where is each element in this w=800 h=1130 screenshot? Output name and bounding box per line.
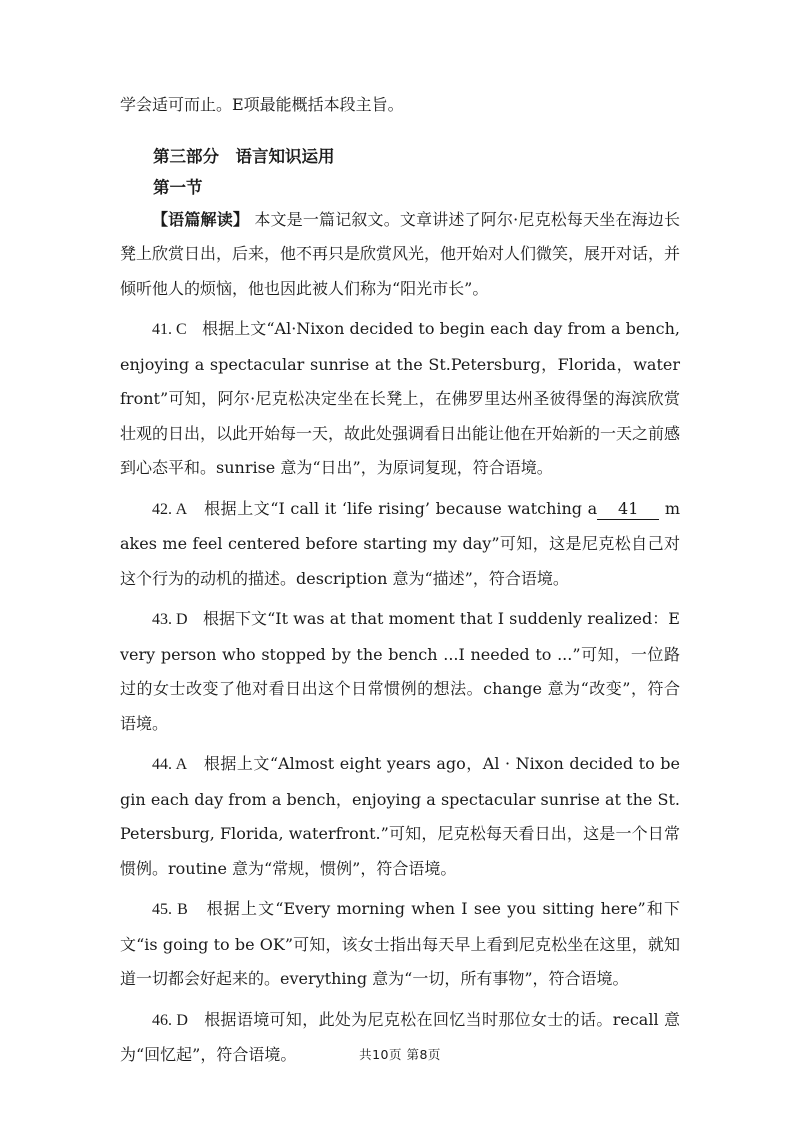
answer-number: 45. B: [152, 901, 188, 918]
answer-explanation: 根据上文“Every morning when I see you sitting here”和下文“is going to be OK”可知，该女士指出每天早上看到尼克松坐在这里，就知道一切都会好起来的。everything 意为“一切，所有事物”，符合语境。: [120, 899, 680, 988]
reading-label: 【语篇解读】: [152, 209, 250, 229]
continuation-text: 学会适可而止。E项最能概括本段主旨。: [120, 95, 404, 114]
answer-number: 43. D: [152, 611, 188, 628]
page-footer: 共10页 第8页: [359, 1047, 441, 1062]
answer-explanation-before: 根据上文“I call it ‘life rising’ because watching a: [204, 498, 598, 518]
subsection-title: 第一节: [153, 177, 203, 197]
answer-explanation: 根据语境可知，此处为尼克松在回忆当时那位女士的话。recall 意为“回忆起”，符合语境。: [120, 1009, 680, 1064]
answer-number: 46. D: [152, 1011, 188, 1029]
answer-explanation: 根据下文“It was at that moment that I suddenly realized：Every person who stopped by the bench ...I needed to ...”可知，一位路过的女士改变了他对看日出这个日常惯例的想法。change 意为“改变”，符合语境。: [120, 609, 680, 733]
answer-number: 41. C: [152, 321, 187, 338]
answer-number: 44. A: [152, 756, 188, 773]
previous-paragraph-end: [120, 88, 680, 123]
answer-item-41: [120, 312, 680, 486]
answer-explanation-after: makes me feel centered before starting my day”可知，这是尼克松自己对这个行为的动机的描述。description 意为“描述”，符合语境。: [120, 498, 681, 588]
answer-explanation: 根据上文“Almost eight years ago，Al · Nixon decided to begin each day from a bench，enjoying a spectacular sunrise at the St.Petersburg, Florida, waterfront.”可知，尼克松每天看日出，这是一个日常惯例。routine 意为“常规，惯例”，符合语境。: [120, 754, 680, 878]
section-title: 第三部分 语言知识运用: [153, 146, 335, 166]
blank-marker: 41: [597, 499, 659, 520]
reading-text: 本文是一篇记叙文。文章讲述了阿尔·尼克松每天坐在海边长凳上欣赏日出，后来，他不再只是欣赏风光，他开始对人们微笑，展开对话，并倾听他人的烦恼，他也因此被人们称为“阳光市长”。: [120, 209, 681, 298]
document-body: [120, 88, 680, 1073]
answer-number: 42. A: [152, 500, 188, 518]
reading-summary: [120, 203, 680, 307]
answer-explanation: 根据上文“Al·Nixon decided to begin each day from a bench, enjoying a spectacular sunrise at the St.Petersburg，Florida，waterfront”可知，阿尔·尼克松决定坐在长凳上，在佛罗里达州圣彼得堡的海滨欣赏壮观的日出，以此开始每一天，故此处强调看日出能让他在开始新的一天之前感到心态平和。sunrise 意为“日出”，为原词复现，符合语境。: [120, 319, 681, 477]
answer-item-45: [120, 892, 680, 997]
answer-item-42: [120, 492, 680, 597]
answer-item-44: [120, 747, 680, 886]
answer-item-43: [120, 602, 680, 741]
